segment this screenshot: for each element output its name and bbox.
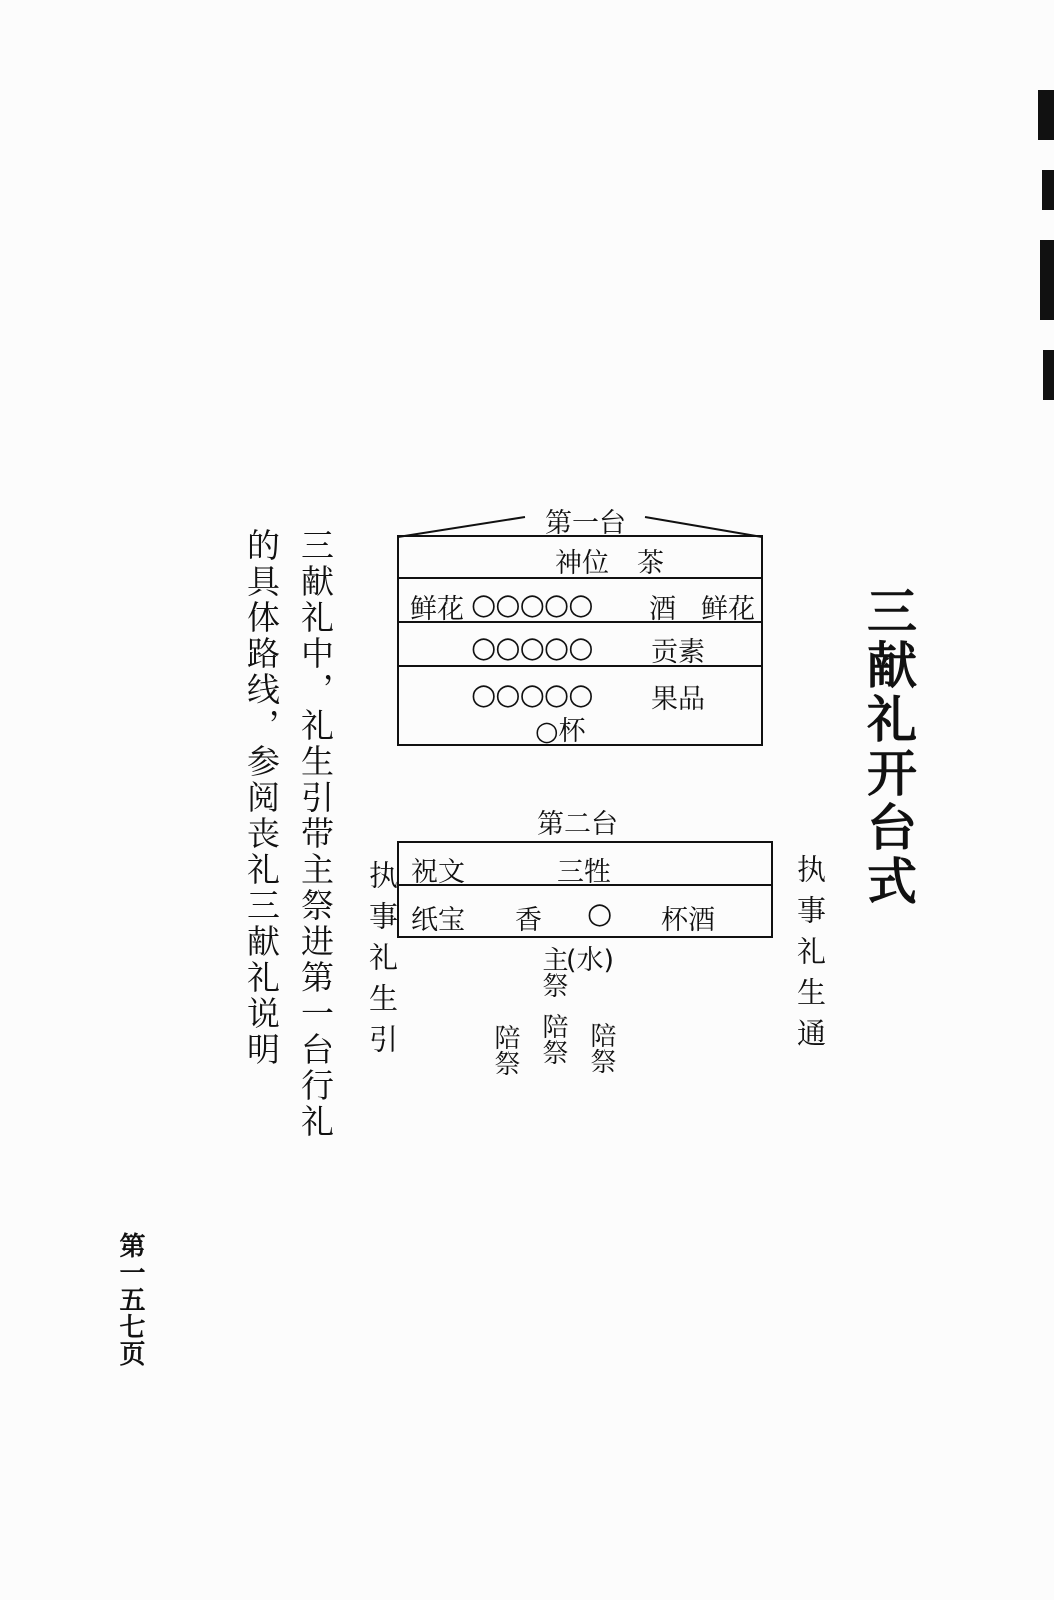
table2-cup-wine: 杯酒 <box>661 905 715 936</box>
side-label-right: 执事礼生通 <box>793 854 827 1059</box>
table2-incense: 香 <box>515 905 542 936</box>
table2-sansheng: 三牲 <box>557 857 611 888</box>
table1-label: 第一台 <box>545 508 626 539</box>
assistant-priest-center: 陪祭 <box>538 1013 568 1065</box>
table1-cup: ○杯 <box>535 716 586 747</box>
table1-cups-row2: ○○○○○ <box>471 587 593 621</box>
table1-divider-3 <box>397 665 763 667</box>
chief-priest: 主祭 <box>538 946 568 998</box>
table1-flowers-left: 鲜花 <box>410 594 464 625</box>
table2-label: 第二台 <box>537 809 618 840</box>
assistant-priest-right: 陪祭 <box>586 1022 616 1074</box>
table2-zhibao: 纸宝 <box>411 905 465 936</box>
table2-cup-circle: ○ <box>587 896 612 930</box>
table1-shenwei: 神位 <box>555 548 609 579</box>
table1-cups-row3: ○○○○○ <box>471 630 593 664</box>
table1-diagram <box>395 505 765 745</box>
page-edge-shadow <box>1028 60 1054 440</box>
description-line-1: 三献礼中，礼生引带主祭进第一台行礼 <box>296 528 335 1140</box>
table1-flowers-right: 鲜花 <box>701 594 755 625</box>
table2-diagram <box>395 800 775 940</box>
table1-gongsu: 贡素 <box>651 637 705 668</box>
table1-fruits: 果品 <box>651 684 705 715</box>
table2-zhuwen: 祝文 <box>411 857 465 888</box>
description-line-2: 的具体路线，参阅丧礼三献礼说明 <box>242 528 281 1068</box>
table1-wine: 酒 <box>649 594 676 625</box>
page-number: 第一五七页 <box>115 1232 145 1367</box>
page-title: 三献礼开台式 <box>859 585 917 909</box>
water-label: (水) <box>566 945 615 976</box>
table1-cups-row4: ○○○○○ <box>471 677 593 711</box>
side-label-left: 执事礼生引 <box>365 860 399 1065</box>
assistant-priest-left: 陪祭 <box>490 1024 520 1076</box>
table1-tea: 茶 <box>637 548 664 579</box>
